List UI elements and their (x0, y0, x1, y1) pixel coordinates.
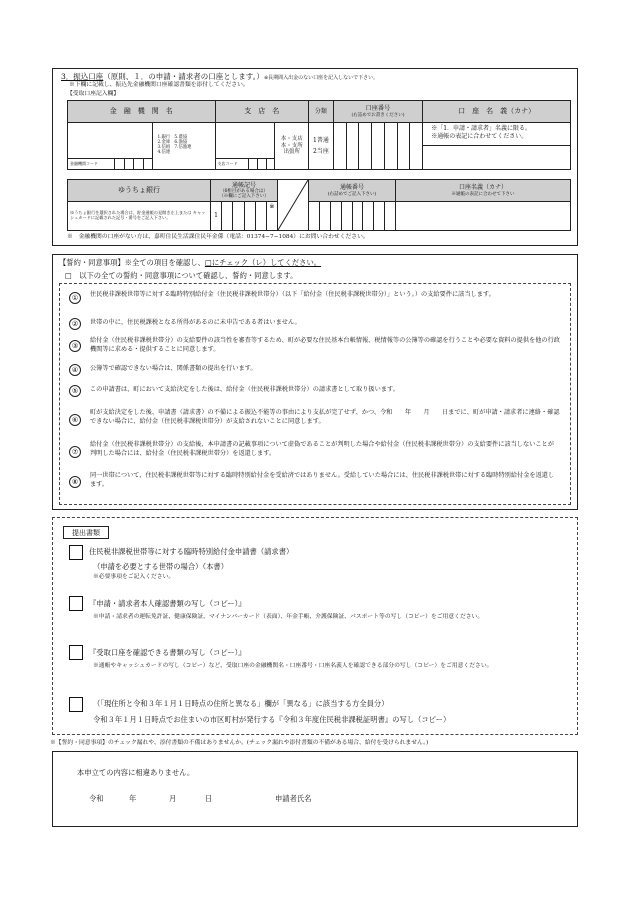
account-type-current: 2当座 (313, 148, 329, 155)
pledge-section (52, 254, 578, 510)
yucho-number-label: 通帳番号 (339, 184, 364, 192)
branch-type-1: 本・支店 (280, 135, 303, 142)
bank-code-label: 金融機関コード (70, 161, 98, 166)
yucho-holder-header (396, 180, 571, 202)
account-header-label: 口座番号 (365, 105, 391, 113)
bank-type-2: 2.金庫 6.漁協 (157, 140, 188, 146)
yucho-number-header (309, 180, 396, 202)
receive-label: 【受取口座記入欄】 (67, 91, 120, 97)
pledge-items-box (59, 283, 571, 505)
doc-1-note: ※必要事項をご記入ください。 (93, 574, 175, 580)
declaration-text: 本申立ての内容に相違ありません。 (77, 768, 195, 777)
doc-2-title: 『申請・請求者本人確認書類の写し（コピー）』 (89, 599, 246, 608)
branch-type-options[interactable] (275, 123, 309, 170)
pledge-check-line[interactable]: □ 以下の全ての誓約・同意事項について確認し、誓約・同意します。 (65, 271, 298, 280)
pledge-item-5-text: この申請書は、町において支給決定をした後は、給付金（住民税非課税世帯分）の請求書として取り扱います。 (90, 386, 399, 393)
account-type-options[interactable] (309, 123, 334, 170)
pledge-title: 【誓約・同意事項】 (59, 258, 125, 267)
doc-1-title: 住民税非課税世帯等に対する臨時特別給付金申請書（請求書） (89, 547, 294, 556)
account-header-sub: (右詰めでお書きください) (351, 112, 405, 118)
pledge-item-4-number: ④ (69, 364, 81, 376)
bank-account-section (52, 68, 578, 246)
declaration-year[interactable]: 年 (129, 794, 137, 803)
bank-type-1: 1.銀行 5.農協 (157, 135, 188, 141)
account-number-header (333, 101, 422, 123)
pledge-item-8-text: 同一世帯について、住民税非課税世帯等に対する臨時特別給付金を受給済ではありません。受給していた場合には、住民税非課税世帯に対する臨時特別給付金を返還します。 (90, 472, 555, 488)
diagonal-slash-icon (278, 180, 308, 230)
pledge-item-7-number: ⑦ (69, 446, 81, 458)
contact-note: ※ 金融機関の口座がない方は、嘉町住民生活課住民年金係（電話：01374−7−1084）にお問い合わせください。 (67, 234, 369, 240)
yucho-symbol-header (211, 180, 278, 202)
holder-note-1: ※「1．申請・請求者」名義に限る。 (431, 125, 532, 132)
pledge-title-note-b: □にチェック（レ）してください。 (204, 258, 322, 267)
yucho-holder-sub: ※通帳の表記に合わせて下さい (451, 191, 515, 197)
documents-title: 提出書類 (63, 526, 109, 539)
pledge-item-7-text: 給付金（住民税非課税世帯分）の支給後、本申請書の記載事項について虚偽であることが判明した場合や給付金（住民税非課税世帯分）の支給要件に該当しないことが判明した場合には、給付金（住民税非課税世帯分）を返還します。 (90, 441, 554, 457)
holder-name-input[interactable] (423, 123, 571, 170)
pledge-item-3-text: 給付金（住民税非課税世帯分）の支給要件の該当性を審査等するため、町が必要な住民基本台帳情報、税情報等の公簿等の確認を行うことや必要な資料の提供を他の行政機関等に求める・提供することに同意します。 (90, 337, 560, 353)
section3-long-note: ※長期間入出金のない口座を記入しないで下さい。 (263, 75, 379, 81)
doc-3-note: ※通帳やキャッシュカードの写し（コピー）など、受取口座の金融機関名・口座番号・口座名義人を確認できる部分の写し（コピー）をご用意ください。 (93, 663, 493, 669)
doc-3-title: 『受取口座を確認できる書類の写し（コピー）』 (89, 648, 246, 657)
pledge-item-1-number: ① (69, 292, 81, 304)
pledge-item-4-text: 公簿等で確認できない場合は、関係書類の提出を行います。 (90, 365, 257, 372)
yucho-number-boxes[interactable] (309, 202, 396, 231)
yucho-first-digit: 1 (214, 212, 218, 219)
yucho-symbol-boxes[interactable] (211, 202, 278, 231)
branch-type-3: 出張所 (283, 149, 301, 156)
pledge-item-5-number: ⑤ (69, 385, 81, 397)
documents-section (52, 517, 578, 735)
doc-1-checkbox[interactable] (69, 545, 83, 560)
yucho-note: ゆうちょ銀行を選択された場合は、貯金通帳の見開き左上または キャッシュカードに記載された記号・番号をご記入下さい。 (68, 202, 211, 231)
branch-type-2: 本・支所 (280, 142, 303, 149)
section3-title: 3．振込口座 (61, 72, 104, 81)
yucho-holder-label: 口座名義（カナ） (458, 184, 507, 192)
yucho-divider (278, 180, 309, 231)
doc-4-title: （「現住所と令和３年１月１日時点の住所と異なる」欄が「異なる」に該当する方全員分） (93, 699, 389, 708)
doc-2-note: ※申請・請求者の運転免許証、健康保険証、マイナンバーカード（表面）、年金手帳、介護保険証、パスポート等の写し（コピー）をご用意ください。 (93, 614, 484, 620)
applicant-name-label[interactable]: 申請者氏名 (275, 794, 312, 803)
doc-4-sub: 令和３年１月１日時点でお住まいの市区町村が発行する『令和３年度住民税非課税証明書』の写し（コピー） (93, 715, 451, 724)
section3-title-note: （原則、１．の申請・請求者の口座とします。） (103, 72, 264, 81)
account-type-ordinary: 1普通 (313, 136, 329, 144)
pledge-title-note-a: ※全ての項目を確認し、 (124, 258, 205, 267)
bank-type-3: 3.信組 7.信漁連 (157, 145, 192, 150)
declaration-section (52, 751, 578, 827)
type-header: 分類 (309, 101, 334, 123)
bank-table (67, 100, 571, 170)
bank-type-4: 4.信連 (157, 149, 171, 155)
branch-code-label: 支店コード (217, 161, 238, 166)
yucho-mark: ※ (266, 202, 277, 230)
bank-type-options[interactable] (153, 123, 215, 170)
holder-notes (423, 123, 570, 140)
pledge-item-2-text: 世帯の中に、住民税課税となる所得があるのに未申告である者はいません。 (90, 319, 301, 326)
pledge-header (59, 258, 321, 267)
branch-code-boxes[interactable] (216, 158, 275, 169)
doc-3-checkbox[interactable] (69, 645, 83, 660)
yucho-symbol-sub1: （6桁目がある場合は） (220, 189, 268, 195)
doc-1-sub: （申請を必要とする世帯の場合）（本書） (93, 562, 228, 571)
branch-name-input[interactable] (215, 123, 275, 170)
section3-header (61, 72, 378, 82)
bank-name-input[interactable] (68, 123, 153, 170)
yucho-number-sub: (右詰めでご記入下さい) (327, 191, 377, 197)
pledge-item-1-text: 住民税非課税世帯等に対する臨時特別給付金（住民税非課税世帯分）（以下「給付金（住民税非課税世帯分）」という。）の支給要件に該当します。 (90, 291, 495, 298)
declaration-day[interactable]: 日 (205, 794, 213, 803)
yucho-symbol-sub2: （※欄にご記入下さい） (219, 194, 269, 200)
yucho-table (67, 179, 571, 231)
yucho-label: ゆうちょ銀行 (68, 180, 211, 202)
holder-header: 口 座 名 義（カナ） (423, 101, 571, 123)
pledge-item-8-number: ⑧ (69, 476, 81, 488)
bottom-check-note: ※【誓約・同意事項】のチェック漏れや、添付書類の不備はありませんか。(チェック漏れや添付書類の不備がある場合、給付を受けられません。) (50, 740, 429, 746)
bank-type-list (153, 136, 214, 156)
yucho-symbol-label: 通帳記号 (231, 181, 256, 189)
doc-4-checkbox[interactable] (69, 697, 83, 712)
branch-name-header: 支 店 名 (215, 101, 309, 123)
pledge-item-6-text: 町が支給決定をした後、申請書（請求書）の不備による振込不能等の事由により支払が完了せず、かつ、令和 年 月 日までに、町が申請・請求者に連絡・確認できない場合に、給付金（住民税非課税世帯分）が支給されないことに同意します。 (90, 409, 560, 425)
section3-sub-note: ※下欄に記載し、振込先金融機関口座確認書類を添付してください。 (69, 82, 249, 88)
doc-2-checkbox[interactable] (69, 596, 83, 611)
pledge-item-2-number: ② (69, 318, 81, 330)
holder-note-2: ※通帳の表記に合わせてください。 (431, 132, 528, 140)
account-number-boxes[interactable] (333, 123, 422, 170)
declaration-era: 令和 (89, 794, 104, 803)
pledge-item-3-number: ③ (69, 340, 81, 352)
pledge-item-6-number: ⑥ (69, 414, 81, 426)
declaration-month[interactable]: 月 (169, 794, 177, 803)
bank-code-boxes[interactable] (68, 158, 152, 169)
bank-name-header: 金 融 機 関 名 (68, 101, 216, 123)
yucho-holder-input[interactable] (396, 202, 571, 231)
